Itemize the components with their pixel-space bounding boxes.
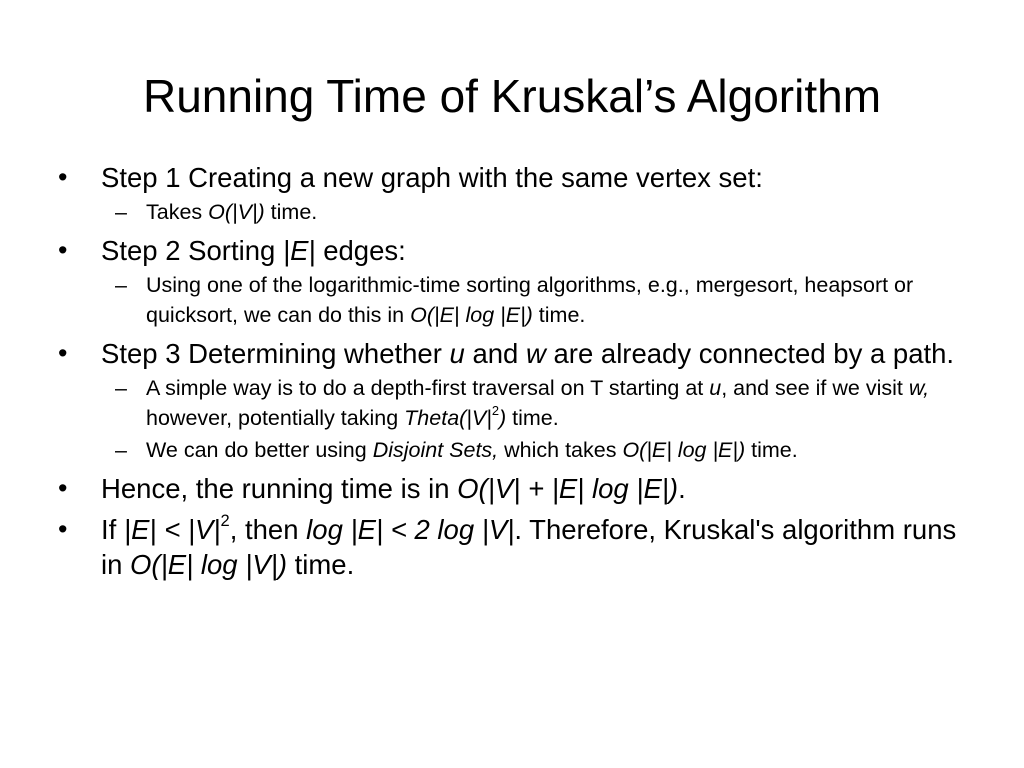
text-part: time.: [745, 438, 798, 462]
text-part: time.: [287, 549, 355, 580]
text-part: Takes: [146, 200, 209, 224]
slide-body: [58, 160, 978, 582]
text-part: If: [101, 514, 124, 545]
sub-bullet-step-3-traversal: [58, 373, 978, 433]
text-part: We can do better using: [146, 438, 373, 462]
math-expression: O(|E| log |V|): [130, 549, 287, 580]
bullet-step-3: [58, 336, 978, 371]
text-part: A simple way is to do a depth-first traversal on T starting at: [146, 376, 710, 400]
math-variable: w,: [908, 376, 930, 400]
math-variable: u: [449, 338, 465, 369]
text-part: .: [678, 473, 686, 504]
text-part: , and see if we visit: [721, 376, 909, 400]
text-part: and: [464, 338, 526, 369]
bullet-text: Step 1 Creating a new graph with the same vertex set:: [101, 162, 763, 193]
bullet-icon: •: [58, 338, 68, 368]
text-part: are already connected by a path.: [545, 338, 955, 369]
text-part: Step 3 Determining whether: [101, 338, 450, 369]
slide-title: Running Time of Kruskal’s Algorithm: [142, 70, 882, 122]
bullet-running-time: [58, 471, 978, 506]
math-variable: w: [526, 338, 546, 369]
bullet-conclusion: [58, 512, 978, 582]
math-expression: ): [499, 406, 507, 430]
superscript: 2: [491, 402, 499, 418]
text-part: , then: [229, 514, 307, 545]
bullet-icon: •: [58, 473, 68, 503]
superscript: 2: [220, 512, 230, 531]
text-part: time.: [506, 406, 559, 430]
math-expression: log |E| < 2 log |V|: [306, 514, 515, 545]
bullet-icon: •: [58, 514, 68, 544]
text-part: time.: [532, 303, 586, 327]
text-part: Using one of the logarithmic-time sorting algorithms, e.g., mergesort, heapsort or quicksort, we can do this in: [146, 273, 914, 327]
text-part: Hence, the running time is in: [101, 473, 458, 504]
dash-icon: –: [115, 376, 127, 400]
text-part: which takes: [498, 438, 623, 462]
text-part: . Therefore, Kruskal's algorithm runs in: [101, 514, 957, 580]
math-expression: O(|E| log |E|): [622, 438, 746, 462]
bullet-icon: •: [58, 162, 68, 192]
math-expression: O(|V| + |E| log |E|): [457, 473, 679, 504]
sub-bullet-step-3-disjoint-sets: [58, 435, 978, 465]
bullet-step-1: [58, 160, 978, 195]
text-part: however, potentially taking: [146, 406, 405, 430]
math-expression: |E|: [282, 235, 316, 266]
math-variable: u: [709, 376, 722, 400]
sub-bullet-step-2-sorting: [58, 270, 978, 330]
text-part: time.: [264, 200, 318, 224]
text-part: edges:: [315, 235, 406, 266]
math-expression: O(|E| log |E|): [410, 303, 533, 327]
bullet-icon: •: [58, 235, 68, 265]
math-expression: O(|V|): [208, 200, 265, 224]
math-expression: Theta(|V|: [404, 406, 492, 430]
text-part: Step 2 Sorting: [101, 235, 283, 266]
dash-icon: –: [115, 273, 127, 297]
sub-bullet-step-1-cost: [58, 197, 978, 227]
bullet-step-2: [58, 233, 978, 268]
math-term: Disjoint Sets,: [372, 438, 499, 462]
dash-icon: –: [115, 438, 127, 462]
math-expression: |E| < |V|: [123, 514, 221, 545]
dash-icon: –: [115, 200, 127, 224]
